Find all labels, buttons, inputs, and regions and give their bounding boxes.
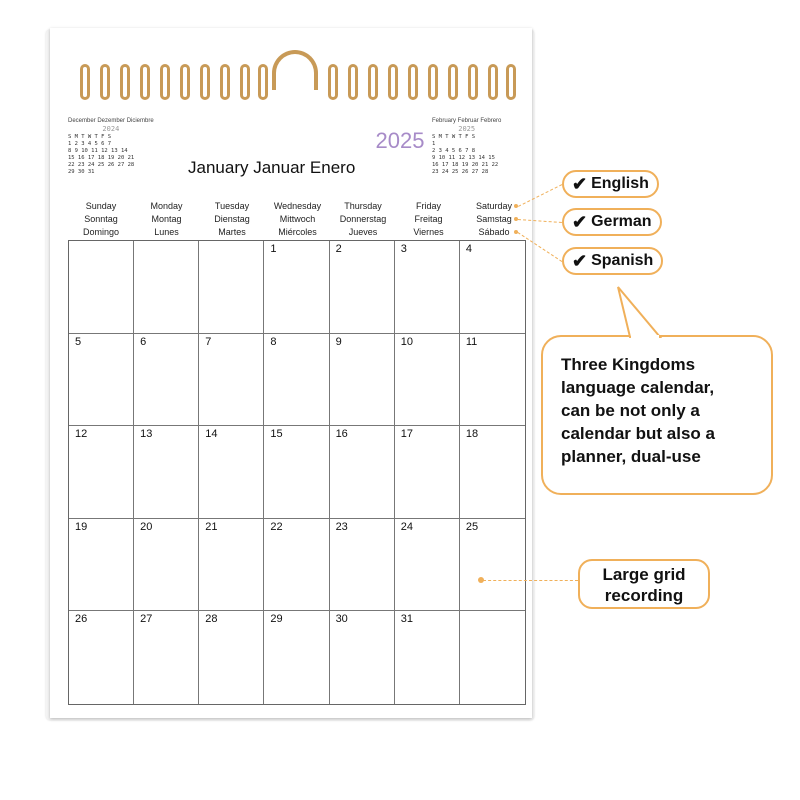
day-cell[interactable]: 7 [199,334,264,427]
weekday-label [265,200,331,239]
day-cell[interactable] [199,241,264,334]
weekday-en: Thursday [344,201,382,211]
weekday-de: Donnerstag [339,214,387,224]
weekday-es: Jueves [348,227,378,237]
day-cell[interactable]: 12 [69,426,134,519]
weekday-es: Domingo [82,227,120,237]
day-cell[interactable]: 10 [395,334,460,427]
check-icon: ✔ [572,174,588,194]
grid-leader-line [483,580,578,581]
day-cell[interactable]: 29 [264,611,329,704]
binding-ring [160,64,170,100]
day-cell[interactable]: 14 [199,426,264,519]
weekday-es: Martes [218,227,246,237]
mini-calendar-row: 16 17 18 19 20 21 22 [432,162,499,168]
day-cell[interactable]: 2 [330,241,395,334]
weekday-label [134,200,200,239]
day-cell[interactable] [69,241,134,334]
mini-calendar-row: 1 [432,141,436,147]
weekday-en: Monday [150,201,183,211]
feature-text-line: Three Kingdoms [561,355,696,374]
binding-ring [328,64,338,100]
mini-calendar-row: 29 30 31 [68,169,95,175]
mini-calendar-row: 22 23 24 25 26 27 28 [68,162,135,168]
day-cell[interactable]: 27 [134,611,199,704]
check-icon: ✔ [572,212,588,232]
day-cell[interactable]: 31 [395,611,460,704]
mini-calendar-title: February Februar Febrero [432,118,502,124]
day-cell[interactable]: 28 [199,611,264,704]
day-cell[interactable]: 15 [264,426,329,519]
language-tag-english [562,170,659,198]
binding-ring [180,64,190,100]
mini-calendar-row: 8 9 10 11 12 13 14 [68,148,128,154]
weekday-de: Montag [151,214,182,224]
binding-ring [388,64,398,100]
mini-calendar-row: 9 10 11 12 13 14 15 [432,155,495,161]
language-label: German [591,213,652,230]
month-title: January Januar Enero [188,158,356,177]
hanger-hook [272,50,318,90]
mini-calendar-year: 2024 [102,125,120,133]
grid-callout [578,559,710,609]
day-cell[interactable]: 16 [330,426,395,519]
feature-text-line: calendar but also a [561,424,715,443]
weekday-en: Sunday [85,201,117,211]
binding-ring [448,64,458,100]
mini-calendar-row: S M T W T F S [68,134,112,140]
weekday-label [330,200,396,239]
binding-ring [368,64,378,100]
day-cell[interactable]: 13 [134,426,199,519]
mini-calendar-title: December Dezember Diciembre [68,118,154,124]
day-cell[interactable]: 18 [460,426,525,519]
day-cell[interactable]: 8 [264,334,329,427]
binding-ring [140,64,150,100]
day-cell[interactable]: 22 [264,519,329,612]
weekday-en: Tuesday [214,201,250,211]
weekday-label [396,200,462,239]
weekday-en: Wednesday [273,201,322,211]
feature-callout [541,335,773,495]
binding-ring [100,64,110,100]
day-cell[interactable]: 17 [395,426,460,519]
day-cell[interactable]: 5 [69,334,134,427]
binding-ring [220,64,230,100]
day-cell[interactable]: 1 [264,241,329,334]
binding-ring [240,64,250,100]
weekday-de: Samstag [476,214,512,224]
binding-ring [348,64,358,100]
feature-text-line: language calendar, [561,378,715,397]
language-label: English [591,175,649,192]
weekday-de: Freitag [414,214,443,224]
grid-callout-text-line: Large grid [602,565,686,584]
mini-calendar-row: 1 2 3 4 5 6 7 [68,141,112,147]
language-label: Spanish [591,252,654,269]
weekday-de: Dienstag [214,214,250,224]
weekday-de: Mittwoch [279,214,316,224]
day-cell[interactable]: 26 [69,611,134,704]
mini-calendar-row: 15 16 17 18 19 20 21 [68,155,135,161]
day-cell[interactable]: 9 [330,334,395,427]
day-cell[interactable]: 25 [460,519,525,612]
weekday-label [199,200,265,239]
mini-calendar-row: S M T W T F S [432,134,476,140]
feature-text-line: can be not only a [561,401,700,420]
binding-ring [258,64,268,100]
day-cell[interactable]: 24 [395,519,460,612]
mini-calendar-row: 23 24 25 26 27 28 [432,169,489,175]
weekday-label [68,200,134,239]
grid-callout-text-line: recording [604,586,684,605]
feature-text-line: planner, dual-use [561,447,701,466]
weekday-es: Viernes [413,227,444,237]
weekday-en: Friday [415,201,441,211]
day-cell[interactable]: 21 [199,519,264,612]
day-cell[interactable]: 6 [134,334,199,427]
month-grid [68,240,526,705]
calendar-year: 2025 [375,128,425,153]
mini-calendar-next [432,118,501,176]
weekday-es: Sábado [478,227,510,237]
day-cell[interactable]: 23 [330,519,395,612]
day-cell[interactable] [134,241,199,334]
binding-ring [506,64,516,100]
binding-ring [468,64,478,100]
day-cell[interactable]: 20 [134,519,199,612]
binding-ring [200,64,210,100]
weekday-de: Sonntag [84,214,118,224]
mini-calendar-previous [68,118,154,176]
mini-calendar-row: 2 3 4 5 6 7 8 [432,148,476,154]
weekday-en: Saturday [475,201,513,211]
day-cell[interactable]: 3 [395,241,460,334]
language-tag-spanish [562,247,663,275]
callout-pointer [590,285,680,341]
mini-calendar-year: 2025 [458,125,476,133]
binding-ring [120,64,130,100]
binding-ring [80,64,90,100]
day-cell[interactable]: 19 [69,519,134,612]
day-cell[interactable]: 30 [330,611,395,704]
binding-ring [428,64,438,100]
day-cell[interactable]: 4 [460,241,525,334]
day-cell[interactable] [460,611,525,704]
weekday-es: Miércoles [278,227,317,237]
day-cell[interactable]: 11 [460,334,525,427]
language-tag-german [562,208,662,236]
binding-ring [408,64,418,100]
weekday-es: Lunes [154,227,179,237]
check-icon: ✔ [572,251,588,271]
grid-leader-dot [478,577,484,583]
binding-ring [488,64,498,100]
